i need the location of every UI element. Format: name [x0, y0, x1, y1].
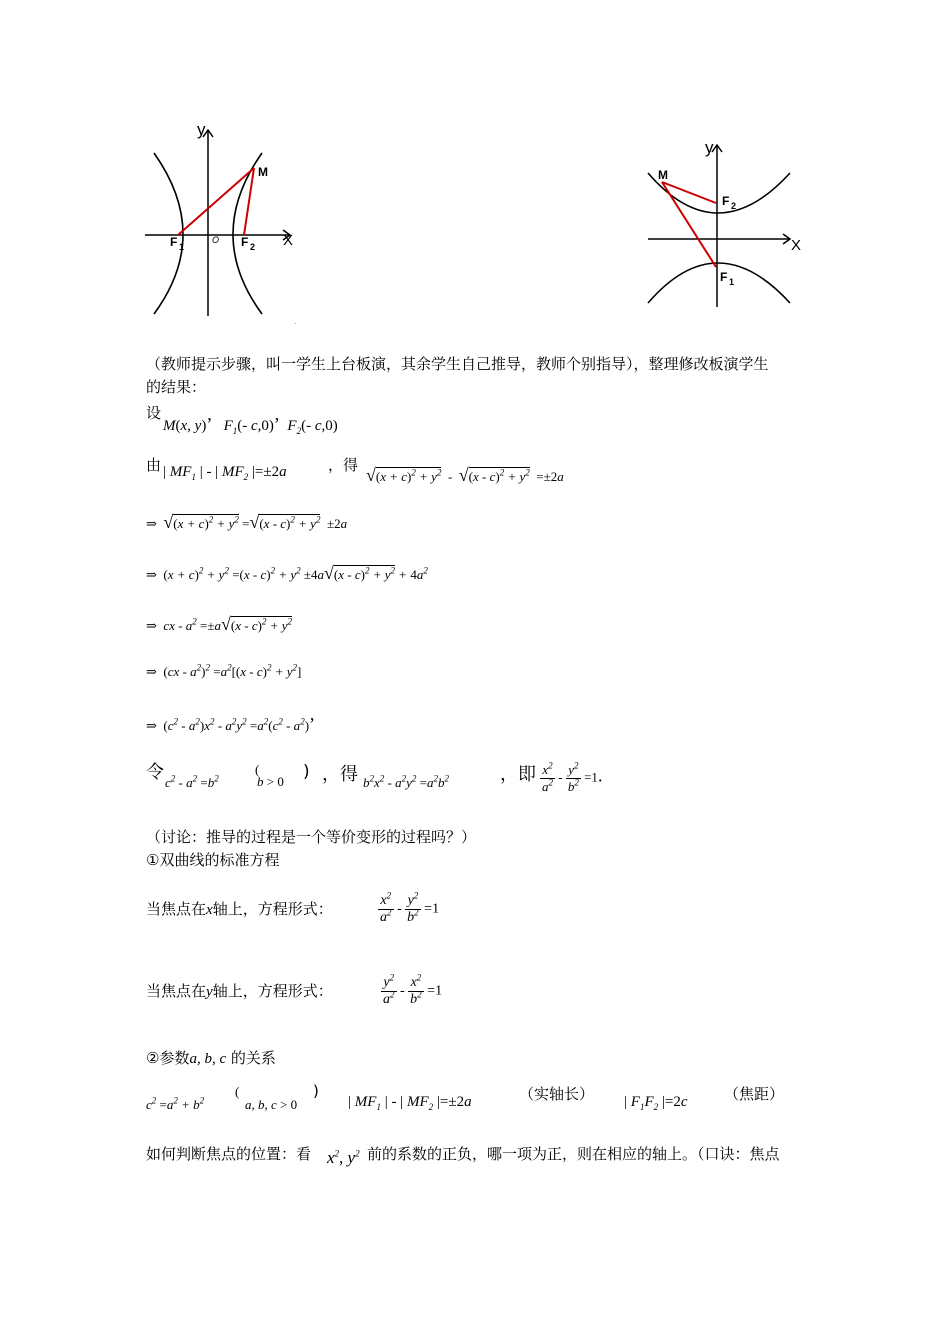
focal-distance-note: （焦距）: [724, 1085, 785, 1103]
intro-line-2: 的结果：: [146, 378, 207, 396]
figure-right-hyperbola: [640, 135, 810, 315]
formula-real-axis: | $MF_1$ | - | $MF_2$ |=±2a: [348, 1094, 472, 1112]
judge-text-a: 如何判断焦点的位置：看: [146, 1145, 312, 1163]
figure-left-hyperbola: [140, 118, 310, 328]
discussion: （讨论：推导的过程是一个等价变形的过程吗？）: [146, 828, 477, 846]
origin-label: O: [212, 235, 220, 245]
formula-abc-positive: (: [235, 1084, 240, 1099]
formula-b-positive: ( b > 0: [255, 762, 284, 789]
y-label: y: [705, 138, 714, 157]
ji-label: ，即: [500, 764, 536, 785]
section-2-heading: ②参数a, b, c 的关系: [146, 1049, 276, 1067]
f1-sub: 1: [729, 277, 735, 287]
formula-let-b: $c^2 - a^2 =b^2$: [165, 773, 219, 790]
formula-focus-y: $\frac{y^2}{a^2}$ - $\frac{x^2}{b^2}$ =1: [383, 972, 443, 1007]
f1-label: F: [720, 270, 728, 284]
step-3: ⇒ cx - $a^2 =\pm a√(x - c)^2 + y^2$: [146, 614, 292, 634]
formula-result: $b^2x^2 - a^2y^2 =a^2b^2$: [363, 773, 449, 790]
y-label: y: [197, 120, 206, 139]
step-2: ⇒ $(x + c)^2 + y^2 =(x - c)^2 + y^2 \pm 4a√(x - c)^2 + y^2 + 4a^2$: [146, 563, 428, 583]
intro-line-1: （教师提示步骤，叫一学生上台板演，其余学生自己推导，教师个别指导），整理修改板演学生: [146, 355, 769, 373]
formula-focus-x: $\frac{x^2}{a^2}$ - $\frac{y^2}{b^2}$ =1: [380, 890, 440, 925]
f1-label: F: [170, 235, 178, 249]
judge-text-b: 前的系数的正负，哪一项为正，则在相应的轴上。（口诀：焦点: [367, 1145, 780, 1163]
m-label: M: [658, 168, 668, 182]
f2-sub: 2: [250, 242, 256, 252]
set-label: 设: [146, 404, 162, 422]
f2-sub: 2: [731, 201, 737, 211]
formula-points: M(x, y)’ $F_1(-$ c,0)’ $F_2(-$ c,0): [163, 414, 338, 436]
from-label: 由: [146, 456, 162, 474]
x-label: X: [791, 237, 802, 254]
step-1: ⇒ $√(x + c)^2 + y^2 =√(x - c)^2 + y^2 \pm 2a$: [146, 512, 348, 532]
m-label: M: [258, 165, 268, 179]
de-label: ，得: [322, 764, 358, 785]
f2-label: F: [722, 194, 730, 208]
x-label: X: [283, 232, 294, 249]
line-f1-m: [178, 168, 254, 235]
lower-branch: [648, 263, 790, 303]
real-axis-note: （实轴长）: [519, 1085, 595, 1103]
formula-definition: | $MF_1$ | - | $MF_2$ |=±2a: [163, 464, 287, 482]
ling-label: 令: [146, 762, 164, 783]
f1-sub: 1: [179, 242, 185, 252]
line-f2-m: [244, 168, 254, 235]
focus-y-text: 当焦点在y轴上，方程形式：: [146, 982, 333, 1000]
section-1-heading: ①双曲线的标准方程: [146, 851, 280, 869]
step-5: ⇒ $(c^2 - a^2)x^2 - a^2y^2 =a^2(c^2 - a^2)$’: [146, 714, 316, 734]
formula-distance: $√(x + c)^2 + y^2 - √(x - c)^2 + y^2 =\pm 2a$: [366, 465, 564, 485]
formula-x2y2: $x^2$, $y^2$: [327, 1148, 360, 1167]
focus-x-text: 当焦点在x轴上，方程形式：: [146, 900, 333, 918]
step-4: ⇒ $(cx - a^2)^2 =a^2[(x - c)^2 + y^2]$: [146, 662, 302, 679]
svg-text:.: .: [295, 320, 297, 326]
line-m-f1: [662, 182, 716, 267]
formula-abc-relation: $c^2 =a^2 + b^2$: [146, 1095, 205, 1112]
formula-focal-distance: | $F_1F_2$ |=2c: [624, 1094, 688, 1112]
f2-label: F: [241, 235, 249, 249]
formula-standard-inline: $\frac{x^2}{a^2}$ - $\frac{y^2}{b^2}$ =1.: [542, 760, 603, 794]
get-label: ，得: [328, 456, 359, 474]
line-m-f2: [662, 182, 716, 203]
